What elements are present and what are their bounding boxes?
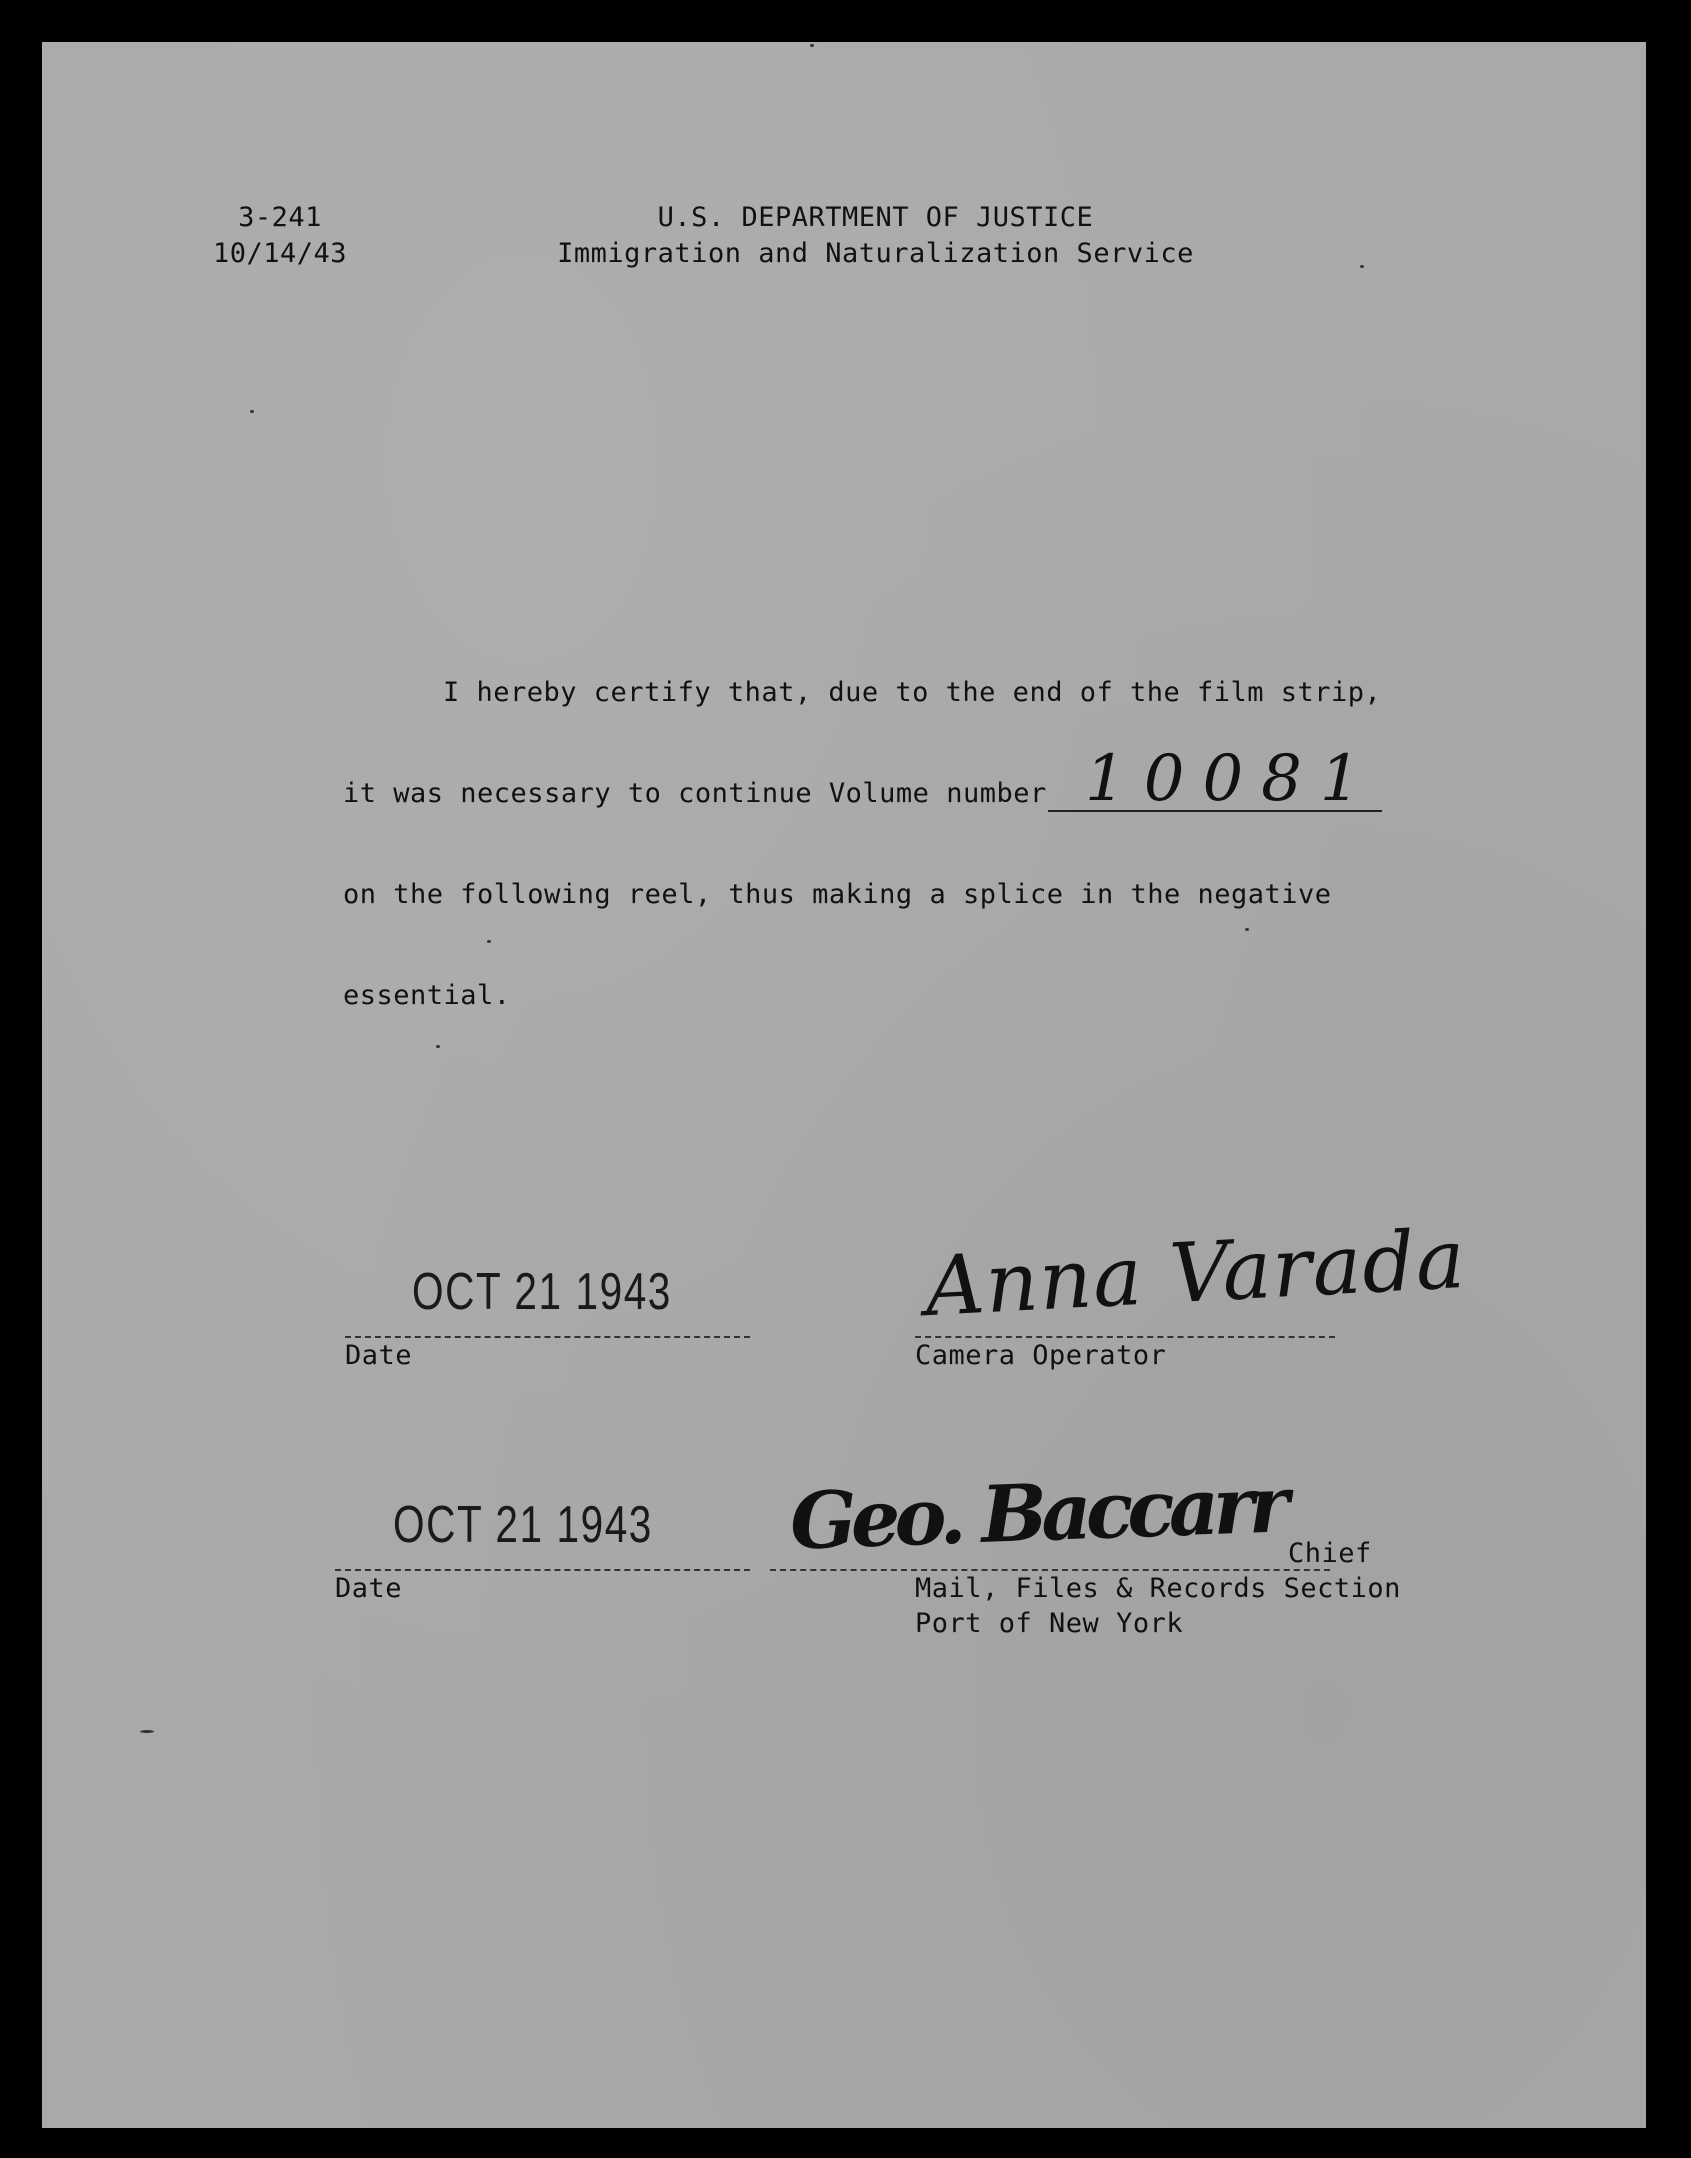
volume-number-handwritten: 10081 [1085,742,1379,816]
date-line-2 [335,1569,750,1571]
letterhead [0,200,1691,272]
document-page [42,42,1646,2128]
camera-operator-label: Camera Operator [915,1340,1167,1371]
date-label-2: Date [335,1573,403,1604]
speck [250,410,254,413]
body-line-1: I hereby certify that, due to the end of the film strip, [443,677,1382,708]
section-label: Mail, Files & Records Section [915,1573,1401,1604]
form-number: 3-241 [238,202,322,233]
speck [487,940,491,943]
chief-signature: Geo. Baccarr [788,1459,1285,1568]
speck [140,1730,154,1733]
body-line-2: it was necessary to continue Volume number [343,778,1047,809]
port-label: Port of New York [915,1608,1184,1639]
body-line-4: essential. [343,980,511,1011]
date-stamp-2: OCT 21 1943 [393,1496,653,1554]
date-line-1 [345,1336,750,1338]
speck [1245,928,1249,931]
speck [810,44,814,47]
service-name: Immigration and Naturalization Service [557,238,1194,269]
date-stamp-1: OCT 21 1943 [412,1263,672,1321]
speck [436,1045,440,1048]
date-label-1: Date [345,1340,413,1371]
camera-operator-signature: Anna Varada [922,1211,1468,1336]
speck [1360,265,1364,268]
chief-signature-line [770,1569,1330,1571]
chief-label: Chief [1288,1538,1372,1569]
department-name: U.S. DEPARTMENT OF JUSTICE [657,202,1094,233]
body-line-3: on the following reel, thus making a splice in the negative [343,879,1332,910]
camera-operator-line [915,1336,1335,1338]
form-date: 10/14/43 [213,238,348,269]
